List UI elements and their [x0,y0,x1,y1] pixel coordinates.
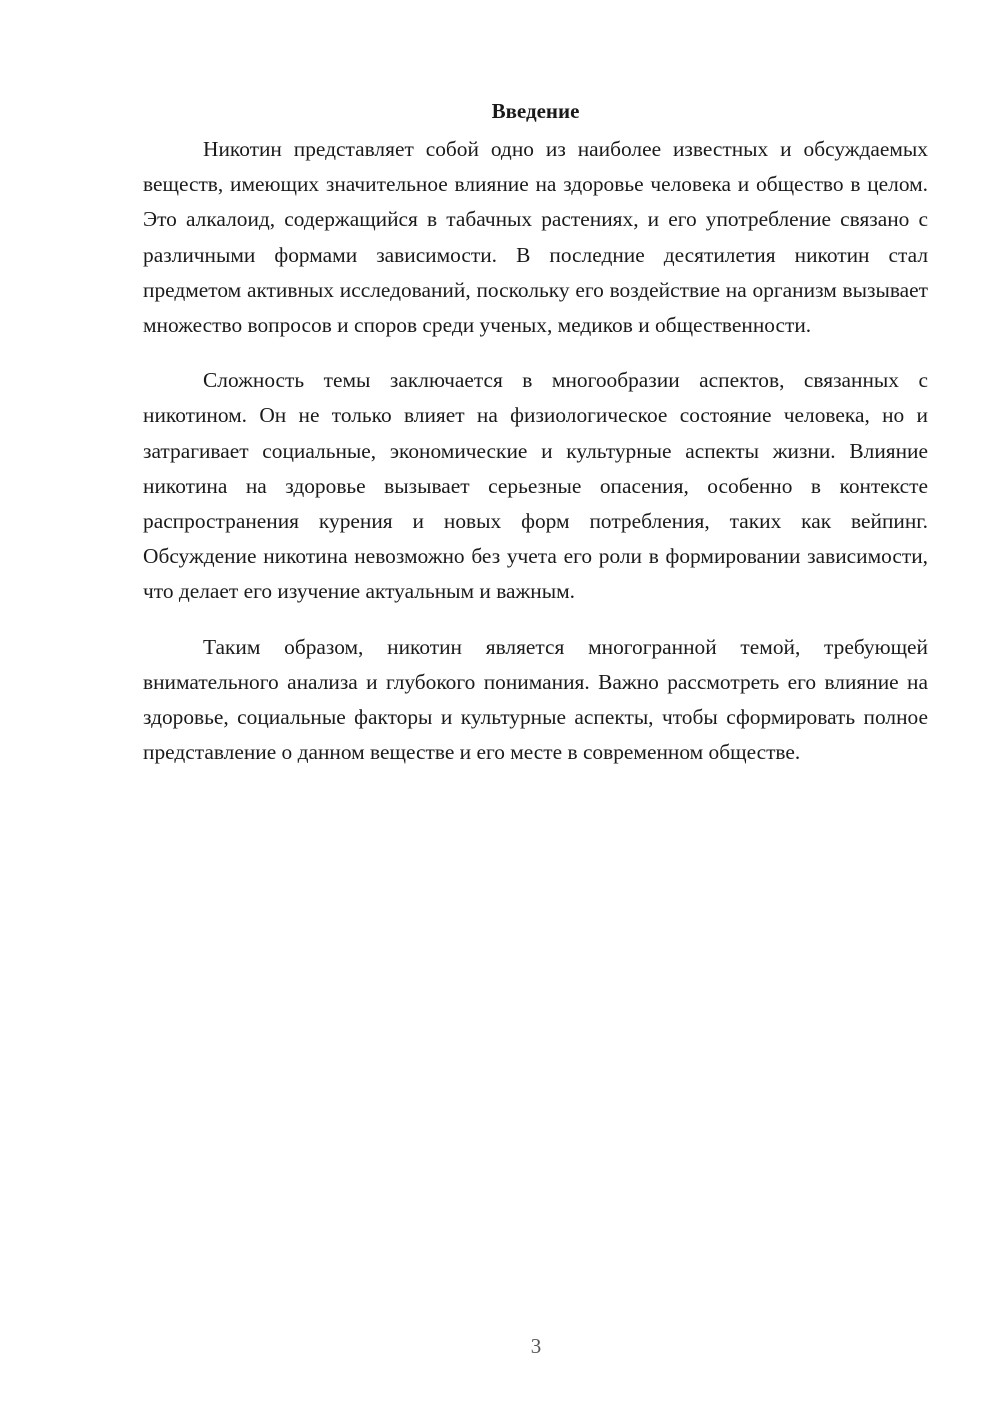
paragraph-conclusion: Таким образом, никотин является многогранной темой, требующей внимательного анализа и глубокого понимания. Важно рассмотреть его влияние на здоровье, социальные факторы и культурные аспекты, чтобы сформировать полное представление о данном веществе и его месте в современном обществе. [143,634,928,765]
paragraph-intro: Никотин представляет собой одно из наиболее известных и обсуждаемых веществ, имеющих значительное влияние на здоровье человека и общество в целом. Это алкалоид, содержащийся в табачных растениях, и его употребление связано с различными формами зависимости. В последние десятилетия никотин стал предметом активных исследований, поскольку его воздействие на организм вызывает множество вопросов и споров среди ученых, медиков и общественности. [143,137,928,338]
paragraph-complexity: Сложность темы заключается в многообразии аспектов, связанных с никотином. Он не только влияет на физиологическое состояние человека, но и затрагивает социальные, экономические и культурные аспекты жизни. Влияние никотина на здоровье вызывает серьезные опасения, особенно в контексте распространения курения и новых форм потребления, таких как вейпинг. Обсуждение никотина невозможно без учета его роли в формировании зависимости, что делает его изучение актуальным и важным. [143,368,928,604]
page-number: 3 [530,1334,542,1358]
page-content [143,96,928,790]
section-heading: Введение [491,99,580,123]
